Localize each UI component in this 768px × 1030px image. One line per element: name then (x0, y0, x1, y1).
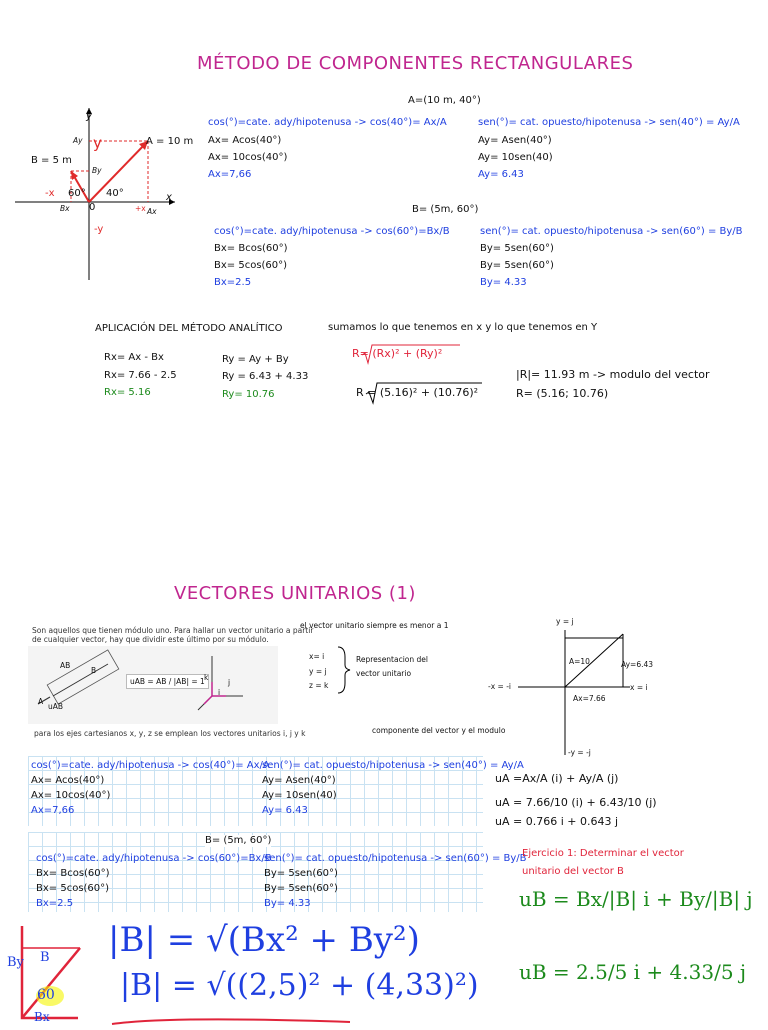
ay-step-1: Ay= Asen(40°) (478, 135, 552, 146)
vector-a-label: A = 10 m (146, 136, 194, 147)
bx-step-2: Bx= 5cos(60°) (214, 260, 288, 271)
analytic-heading: APLICACIÓN DEL MÉTODO ANALÍTICO (95, 323, 283, 334)
exercise-line-2: unitario del vector B (522, 866, 624, 877)
ry-step-1: Ry = Ay + By (222, 354, 289, 365)
componente-note: componente del vector y el modulo (372, 726, 506, 735)
diagram2-a-label: A=10 (569, 657, 590, 666)
grid-cos-b: cos(°)=cate. ady/hipotenusa -> cos(60°)=Bx/B (36, 853, 272, 864)
ay-label: Ay (73, 136, 83, 145)
rx-step-1: Rx= Ax - Bx (104, 352, 164, 363)
intro-b-label: B (91, 666, 97, 675)
ua-formula-3: uA = 0.766 i + 0.643 j (495, 815, 619, 828)
origin-label: 0 (89, 202, 96, 213)
grid-sen-b: sen(°)= cat. opuesto/hipotenusa -> sen(60°) = By/B (264, 853, 527, 864)
hand-tri-by: By (7, 955, 24, 970)
representacion-note-2: vector unitario (356, 669, 412, 678)
hand-triangle (0, 918, 100, 1028)
rx-step-2: Rx= 7.66 - 2.5 (104, 370, 177, 381)
grid-ax-1: Ax= Acos(40°) (31, 775, 105, 786)
grid-bx-3: Bx=2.5 (36, 898, 74, 909)
diagram2-neg-y-label: -y = -j (568, 748, 591, 757)
diagram2-neg-x-label: -x = -i (488, 682, 511, 691)
analytic-note: sumamos lo que tenemos en x y lo que tenemos en Y (328, 322, 598, 333)
axis-x-label: x (166, 192, 172, 203)
ua-formula-1: uA =Ax/A (i) + Ay/A (j) (495, 772, 619, 785)
r-values: R = (5.16)² + (10.76)² (356, 386, 479, 399)
red-y-label: y (93, 134, 102, 152)
bx-result: Bx=2.5 (214, 277, 252, 288)
intro-a-label: A (38, 697, 44, 706)
vector-b-header: B= (5m, 60°) (412, 204, 479, 215)
exercise-line-1: Ejercicio 1: Determinar el vector (522, 848, 684, 859)
neg-x-label: -x (45, 188, 55, 199)
representacion-note-1: Representacion del (356, 655, 428, 664)
r-values-sqrt (366, 381, 486, 405)
grid-sen-a: sen(°)= cat. opuesto/hipotenusa -> sen(40°) = Ay/A (262, 760, 524, 771)
page-title: MÉTODO DE COMPONENTES RECTANGULARES (197, 53, 634, 74)
grid-bx-2: Bx= 5cos(60°) (36, 883, 110, 894)
ay-result: Ay= 6.43 (478, 169, 524, 180)
ay-step-2: Ay= 10sen(40) (478, 152, 553, 163)
r-formula-sqrt (360, 343, 470, 365)
ax-result: Ax=7,66 (208, 169, 252, 180)
hand-tri-60: 60 (37, 987, 55, 1003)
intro-text-2: de cualquier vector, hay que dividir este último por su módulo. (32, 635, 269, 644)
hand-tri-b: B (40, 950, 50, 965)
grid-ax-3: Ax=7,66 (31, 805, 75, 816)
hand-unit-b-2: uB = 2.5/5 i + 4.33/5 j (519, 960, 747, 984)
by-step-1: By= 5sen(60°) (480, 243, 554, 254)
intro-formula: uAB = AB / |AB| = 1 (126, 674, 209, 689)
intro-text-1: Son aquellos que tienen módulo uno. Para hallar un vector unitario a partir (32, 626, 314, 635)
z-k-note: z = k (309, 681, 329, 690)
angle-60-label: 60° (68, 188, 86, 199)
intro-uab-label: uAB (48, 702, 64, 711)
r-vector: R= (5.16; 10.76) (516, 387, 609, 400)
x-i-note: x= i (309, 652, 325, 661)
grid-by-3: By= 4.33 (264, 898, 311, 909)
by-label: By (92, 166, 102, 175)
grid-cos-a: cos(°)=cate. ady/hipotenusa -> cos(40°)= Ax/A (31, 760, 270, 771)
intro-j-label: j (228, 678, 231, 687)
diagram2-ay-label: Ay=6.43 (621, 660, 654, 669)
rx-result: Rx= 5.16 (104, 387, 151, 398)
hand-modulo-b-1: |B| = √(Bx² + By²) (108, 920, 420, 960)
sen-a-formula: sen(°)= cat. opuesto/hipotenusa -> sen(40°) = Ay/A (478, 117, 740, 128)
ry-step-2: Ry = 6.43 + 4.33 (222, 371, 309, 382)
angle-40-label: 40° (106, 188, 124, 199)
vector-a-header: A=(10 m, 40°) (408, 95, 481, 106)
vector-b-label: B = 5 m (31, 155, 72, 166)
bx-label: Bx (60, 204, 70, 213)
ua-formula-2: uA = 7.66/10 (i) + 6.43/10 (j) (495, 796, 657, 809)
hand-tri-bx: Bx (34, 1010, 50, 1024)
intro-k-label: k (204, 673, 209, 682)
hand-modulo-b-2: |B| = √((2,5)² + (4,33)²) (120, 968, 479, 1003)
cos-b-formula: cos(°)=cate. ady/hipotenusa -> cos(60°)=Bx/B (214, 226, 450, 237)
diagram2-pos-x-label: x = i (630, 683, 648, 692)
r-modulo: |R|= 11.93 m -> modulo del vector (516, 368, 710, 381)
pos-x-label: +x (135, 204, 146, 213)
brace (336, 645, 356, 695)
intro-text-3: para los ejes cartesianos x, y, z se emplean los vectores unitarios i, j y k (34, 729, 306, 738)
ry-result: Ry= 10.76 (222, 389, 275, 400)
sen-b-formula: sen(°)= cat. opuesto/hipotenusa -> sen(60°) = By/B (480, 226, 743, 237)
ax-label: Ax (147, 207, 157, 216)
intro-i-label: i (218, 688, 221, 697)
neg-y-label: -y (94, 224, 104, 235)
grid-ay-2: Ay= 10sen(40) (262, 790, 337, 801)
menor-note: el vector unitario siempre es menor a 1 (300, 621, 449, 630)
grid-ay-3: Ay= 6.43 (262, 805, 308, 816)
diagram2-ax-label: Ax=7.66 (573, 694, 606, 703)
ax-step-2: Ax= 10cos(40°) (208, 152, 288, 163)
intro-ab-label: AB (60, 661, 71, 670)
grid-ax-2: Ax= 10cos(40°) (31, 790, 111, 801)
y-j-note: y = j (309, 667, 327, 676)
bx-step-1: Bx= Bcos(60°) (214, 243, 288, 254)
section-title-unit-vectors: VECTORES UNITARIOS (1) (174, 583, 416, 604)
by-result: By= 4.33 (480, 277, 527, 288)
cos-a-formula: cos(°)=cate. ady/hipotenusa -> cos(40°)= Ax/A (208, 117, 447, 128)
grid-bx-1: Bx= Bcos(60°) (36, 868, 110, 879)
r-formula: R= (Rx)² + (Ry)² (352, 347, 443, 360)
grid-by-2: By= 5sen(60°) (264, 883, 338, 894)
grid-ay-1: Ay= Asen(40°) (262, 775, 336, 786)
hand-red-underline (110, 1014, 360, 1030)
hand-unit-b-1: uB = Bx/|B| i + By/|B| j (519, 887, 753, 911)
ax-step-1: Ax= Acos(40°) (208, 135, 282, 146)
grid-by-1: By= 5sen(60°) (264, 868, 338, 879)
axis-y-label: y (86, 111, 92, 122)
diagram2-y-label: y = j (556, 617, 574, 626)
grid-b-header: B= (5m, 60°) (205, 835, 272, 846)
by-step-2: By= 5sen(60°) (480, 260, 554, 271)
